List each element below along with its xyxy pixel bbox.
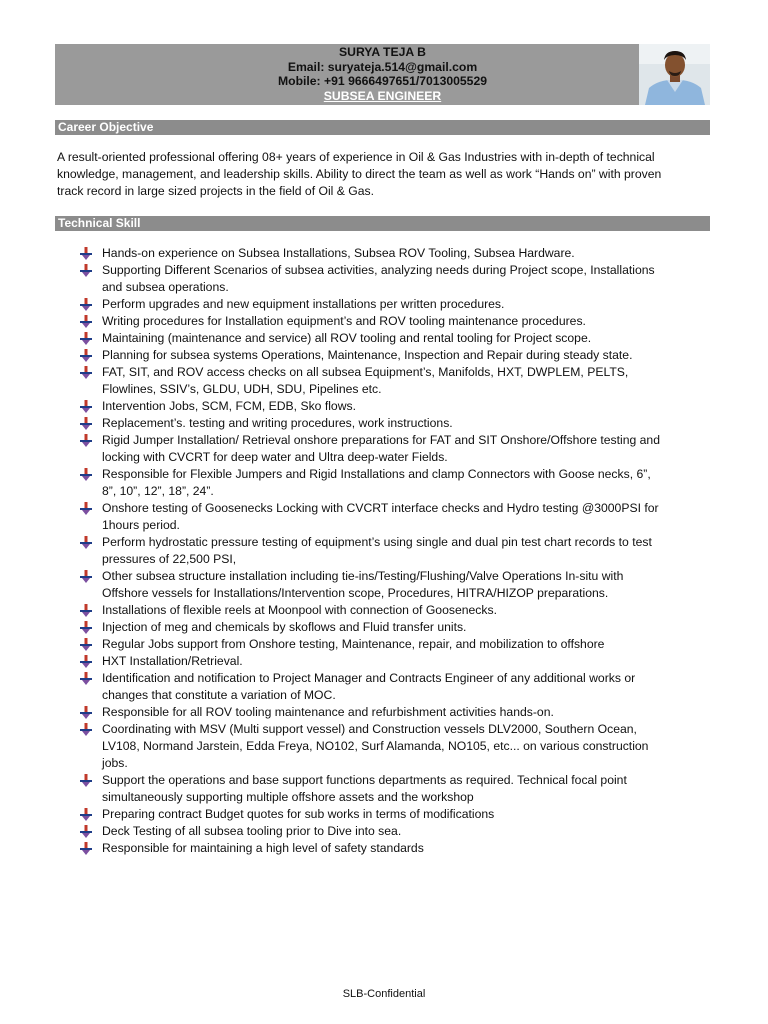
skill-item-line: simultaneously supporting multiple offshore assets and the workshop — [102, 790, 474, 804]
skill-item-line: LV108, Normand Jarstein, Edda Freya, NO102, Surf Alamanda, NO105, etc... on various construction — [102, 739, 649, 753]
skill-item-line: Hands-on experience on Subsea Installations, Subsea ROV Tooling, Subsea Hardware. — [102, 246, 575, 260]
arrow-down-bullet-icon — [80, 366, 92, 379]
skill-item-line: Planning for subsea systems Operations, Maintenance, Inspection and Repair during steady state. — [102, 348, 633, 362]
skill-item-line: 1hours period. — [102, 518, 180, 532]
arrow-down-bullet-icon — [80, 247, 92, 260]
skill-item — [80, 534, 700, 568]
arrow-down-bullet-icon — [80, 825, 92, 838]
person-portrait-image — [639, 44, 710, 105]
skill-item-line: Offshore vessels for Installations/Intervention scope, Procedures, HITRA/HIZOP preparations. — [102, 586, 609, 600]
arrow-down-bullet-icon — [80, 638, 92, 651]
arrow-down-bullet-icon — [80, 842, 92, 855]
skill-item — [80, 262, 700, 296]
candidate-name: SURYA TEJA B — [339, 45, 426, 59]
skill-item — [80, 466, 700, 500]
arrow-down-bullet-icon — [80, 417, 92, 430]
skill-item-line: Replacement’s. testing and writing procedures, work instructions. — [102, 416, 453, 430]
footer-confidential: SLB-Confidential — [342, 988, 426, 1000]
arrow-down-bullet-icon — [80, 264, 92, 277]
skill-item-line: Intervention Jobs, SCM, FCM, EDB, Sko flows. — [102, 399, 356, 413]
skill-item — [80, 653, 700, 670]
skill-item-line: Responsible for Flexible Jumpers and Rigid Installations and clamp Connectors with Goose necks, 6”, — [102, 467, 651, 481]
skill-item-line: Perform upgrades and new equipment installations per written procedures. — [102, 297, 505, 311]
skill-item — [80, 330, 700, 347]
objective-line: knowledge, management, and leadership skills. Ability to direct the team as well as work “Hands on” with proven — [57, 167, 662, 181]
skill-item-line: Regular Jobs support from Onshore testing, Maintenance, repair, and mobilization to offshore — [102, 637, 605, 651]
arrow-down-bullet-icon — [80, 723, 92, 736]
skill-item — [80, 602, 700, 619]
skill-item — [80, 721, 700, 772]
arrow-down-bullet-icon — [80, 349, 92, 362]
resume-header — [55, 44, 710, 105]
arrow-down-bullet-icon — [80, 536, 92, 549]
skill-item-line: Writing procedures for Installation equipment’s and ROV tooling maintenance procedures. — [102, 314, 586, 328]
technical-skill-list — [80, 245, 700, 857]
skill-item — [80, 415, 700, 432]
skill-item-line: Support the operations and base support functions departments as required. Technical focal point — [102, 773, 627, 787]
skill-item — [80, 670, 700, 704]
skill-item — [80, 500, 700, 534]
skill-item-line: changes that constitute a variation of MOC. — [102, 688, 336, 702]
arrow-down-bullet-icon — [80, 400, 92, 413]
career-objective-text — [57, 149, 697, 200]
skill-item — [80, 364, 700, 398]
skill-item-line: Preparing contract Budget quotes for sub works in terms of modifications — [102, 807, 495, 821]
skill-item-line: HXT Installation/Retrieval. — [102, 654, 243, 668]
arrow-down-bullet-icon — [80, 434, 92, 447]
arrow-down-bullet-icon — [80, 621, 92, 634]
objective-line: track record in large sized projects in the field of Oil & Gas. — [57, 184, 375, 198]
skill-item — [80, 704, 700, 721]
skill-item-line: Rigid Jumper Installation/ Retrieval onshore preparations for FAT and SIT Onshore/Offshore testing and — [102, 433, 660, 447]
arrow-down-bullet-icon — [80, 298, 92, 311]
job-title: SUBSEA ENGINEER — [323, 88, 442, 103]
skill-item-line: pressures of 22,500 PSI, — [102, 552, 237, 566]
arrow-down-bullet-icon — [80, 468, 92, 481]
arrow-down-bullet-icon — [80, 672, 92, 685]
skill-item-line: Supporting Different Scenarios of subsea activities, analyzing needs during Project scope, Installations — [102, 263, 655, 277]
skill-item — [80, 313, 700, 330]
skill-item — [80, 296, 700, 313]
skill-item-line: Responsible for maintaining a high level of safety standards — [102, 841, 424, 855]
arrow-down-bullet-icon — [80, 604, 92, 617]
arrow-down-bullet-icon — [80, 774, 92, 787]
skill-item-line: Perform hydrostatic pressure testing of equipment’s using single and dual pin test chart records to test — [102, 535, 652, 549]
skill-item — [80, 568, 700, 602]
skill-item — [80, 772, 700, 806]
objective-line: A result-oriented professional offering 08+ years of experience in Oil & Gas Industries with in-depth of technical — [57, 150, 655, 164]
skill-item — [80, 245, 700, 262]
skill-item-line: Installations of flexible reels at Moonpool with connection of Goosenecks. — [102, 603, 497, 617]
career-objective-heading: Career Objective — [55, 120, 710, 135]
skill-item — [80, 619, 700, 636]
skill-item-line: Coordinating with MSV (Multi support vessel) and Construction vessels DLV2000, Southern Ocean, — [102, 722, 637, 736]
skill-item-line: Flowlines, SSIV’s, GLDU, UDH, SDU, Pipelines etc. — [102, 382, 382, 396]
skill-item-line: Identification and notification to Project Manager and Contracts Engineer of any additional works or — [102, 671, 636, 685]
skill-item-line: locking with CVCRT for deep water and Ultra deep-water Fields. — [102, 450, 448, 464]
skill-item-line: Other subsea structure installation including tie-ins/Testing/Flushing/Valve Operations In-situ with — [102, 569, 624, 583]
skill-item-line: FAT, SIT, and ROV access checks on all subsea Equipment’s, Manifolds, HXT, DWPLEM, PELTS, — [102, 365, 629, 379]
skill-item-line: Deck Testing of all subsea tooling prior to Dive into sea. — [102, 824, 402, 838]
skill-item — [80, 823, 700, 840]
skill-item — [80, 636, 700, 653]
arrow-down-bullet-icon — [80, 655, 92, 668]
skill-item — [80, 840, 700, 857]
candidate-email: Email: suryateja.514@gmail.com — [287, 59, 478, 74]
skill-item — [80, 347, 700, 364]
skill-item-line: Injection of meg and chemicals by skoflows and Fluid transfer units. — [102, 620, 467, 634]
arrow-down-bullet-icon — [80, 570, 92, 583]
skill-item-line: Responsible for all ROV tooling maintenance and refurbishment activities hands-on. — [102, 705, 554, 719]
skill-item-line: and subsea operations. — [102, 280, 229, 294]
skill-item — [80, 432, 700, 466]
technical-skill-heading: Technical Skill — [55, 216, 710, 231]
skill-item-line: Maintaining (maintenance and service) all ROV tooling and rental tooling for Project scope. — [102, 331, 592, 345]
arrow-down-bullet-icon — [80, 315, 92, 328]
skill-item — [80, 398, 700, 415]
arrow-down-bullet-icon — [80, 706, 92, 719]
skill-item — [80, 806, 700, 823]
arrow-down-bullet-icon — [80, 808, 92, 821]
arrow-down-bullet-icon — [80, 332, 92, 345]
skill-item-line: Onshore testing of Goosenecks Locking with CVCRT interface checks and Hydro testing @3000PSI for — [102, 501, 659, 515]
skill-item-line: 8”, 10”, 12”, 18”, 24”. — [102, 484, 214, 498]
arrow-down-bullet-icon — [80, 502, 92, 515]
skill-item-line: jobs. — [102, 756, 128, 770]
profile-photo — [639, 44, 710, 105]
candidate-mobile: Mobile: +91 9666497651/7013005529 — [277, 74, 488, 88]
